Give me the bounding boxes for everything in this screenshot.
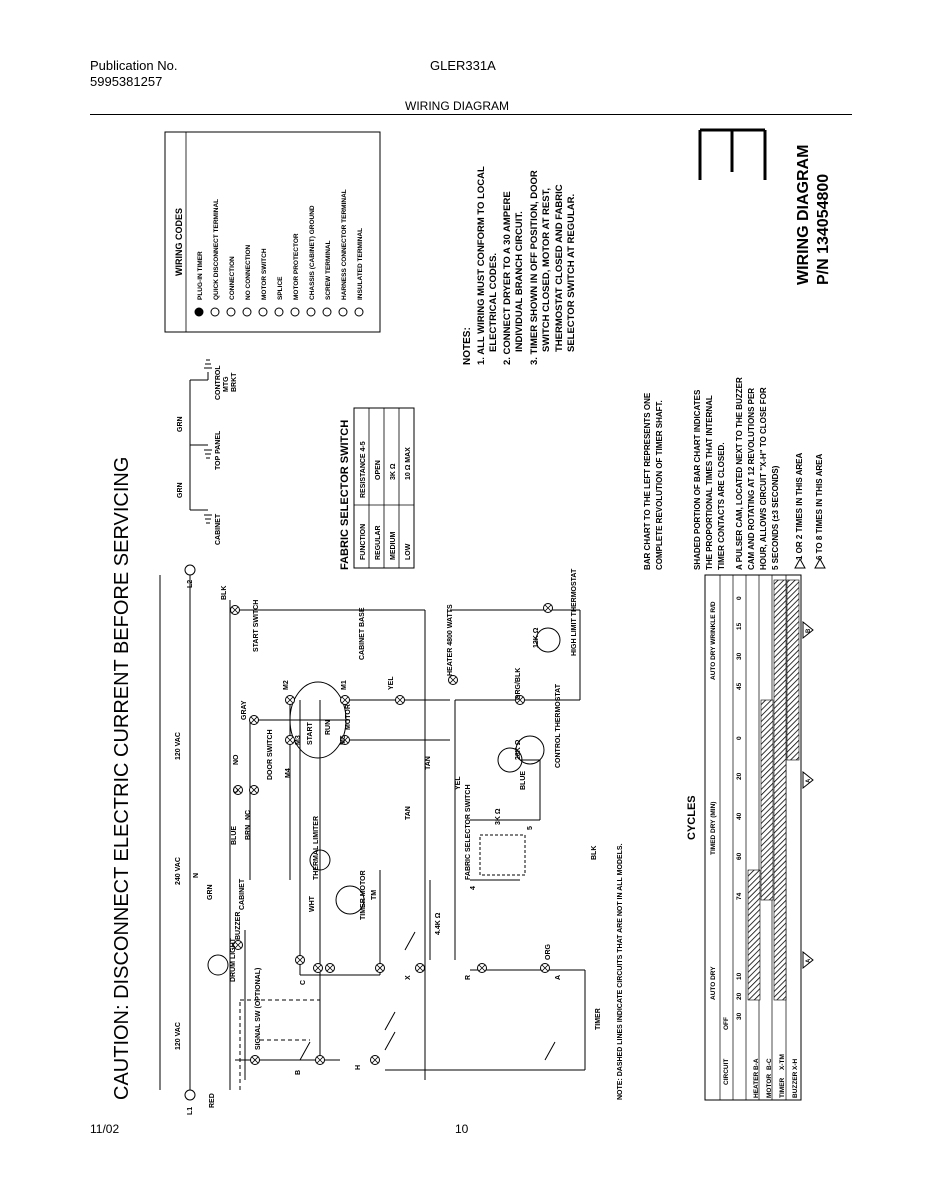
circuit-label-v120b: 120 VAC [175,732,182,760]
fabric-selector-table [339,408,414,570]
cycles-tick-timed: 60 [736,852,743,860]
notes-line: INDIVIDUAL BRANCH CIRCUIT. [514,211,525,352]
circuit-label-start: START [307,722,314,745]
circuit-label-t-r: R [465,974,472,980]
cycles-tick-auto: 10 [736,972,743,980]
circuit-label-cabinet-base: CABINET BASE [359,607,366,660]
fabric-row-resistance: 10 Ω MAX [405,447,412,480]
circuit-label-blk: BLK [221,585,228,600]
bar-chart-note-line: COMPLETE REVOLUTION OF TIMER SHAFT. [655,400,664,570]
cycles-tick-wrinkle: 0 [736,596,743,600]
wiring-code-symbol [291,308,299,316]
page-title: WIRING DIAGRAM [405,99,509,113]
cycles-tick-wrinkle: 30 [736,652,743,660]
wiring-code-symbol [259,308,267,316]
wiring-code-item: SPLICE [277,276,284,300]
circuit-label-v240: 240 VAC [175,857,182,885]
circuit-label-tan2: TAN [425,756,432,770]
publication-number: 5995381257 [90,74,163,89]
circuit-label-motor: MOTOR [345,704,352,730]
caution-banner: CAUTION: DISCONNECT ELECTRIC CURRENT BEFORE SERVICING [111,456,133,1100]
part-number: P/N 134054800 [815,173,832,285]
circuit-label-org: ORG [545,944,552,960]
bar-chart-note-line: A PULSER CAM, LOCATED NEXT TO THE BUZZER [735,377,744,570]
wiring-code-item: HARNESS CONNECTOR TERMINAL [341,189,348,300]
notes-line: SELECTOR SWITCH AT REGULAR. [566,193,577,352]
circuit-label-r28k: 28K Ω [515,739,522,760]
wiring-code-item: CHASSIS (CABINET) GROUND [309,205,316,300]
circuit-label-m4: M4 [285,768,292,778]
cycles-bar [761,700,773,900]
cycles-row-code: B-A [753,1058,760,1070]
circuit-wiring [160,565,585,1100]
circuit-label-m2: M2 [283,680,290,690]
cycles-row-name: MOTOR [766,1073,773,1098]
circuit-label-buzzer: BUZZER [235,911,242,940]
notes-line: THERMOSTAT CLOSED AND FABRIC [554,184,565,352]
circuit-label-r44k: 4.4K Ω [435,912,442,935]
circuit-label-start-switch: START SWITCH [253,599,260,652]
page-number: 10 [455,1122,469,1136]
circuit-label-yel: YEL [388,676,395,690]
cycles-tick-auto: 20 [736,992,743,1000]
part-title: WIRING DIAGRAM [795,144,812,285]
wiring-code-item: SCREW TERMINAL [325,240,332,300]
cycles-bar [774,580,786,1000]
wiring-code-symbol [307,308,315,316]
cycles-marker-label: A [806,778,812,783]
cycles-chart [686,575,813,1100]
circuit-label-timer-motor: TIMER MOTOR [360,870,367,920]
notes-line: SWITCH CLOSED, MOTOR AT REST, [541,188,552,352]
wiring-codes-items [195,189,364,316]
circuit-label-red: RED [209,1093,216,1108]
wiring-code-symbol [211,308,219,316]
circuit-label-high-limit: HIGH LIMIT THERMOSTAT [571,568,578,656]
cycles-section-wrinkle: AUTO DRY WRINKLE R/D [710,601,717,680]
circuit-label-t-a: A [555,974,562,980]
cycles-row-code: B-C [766,1058,773,1070]
wiring-code-symbol [227,308,235,316]
wiring-code-item: INSULATED TERMINAL [357,227,364,300]
wiring-code-symbol [243,308,251,316]
terminals [231,604,553,1065]
cycles-title: CYCLES [686,795,698,840]
circuit-label-blue2: BLUE [520,770,527,790]
fabric-row-resistance: 3K Ω [390,463,397,480]
fabric-row-resistance: OPEN [375,460,382,480]
circuit-label-yel2: YEL [455,776,462,790]
cycles-marker-label: A [806,958,812,963]
cycles-tick-timed: 74 [736,892,743,900]
notes-line: 1. ALL WIRING MUST CONFORM TO LOCAL [476,166,487,365]
circuit-label-fabric-switch: FABRIC SELECTOR SWITCH [465,784,472,880]
circuit-label-t-h: H [355,1064,362,1070]
circuit-label-t-5: 5 [527,826,534,830]
wiring-code-symbol [339,308,347,316]
cycles-bar [748,870,760,1000]
cycles-row-name: TIMER [779,1077,786,1098]
circuit-labels [175,568,624,1115]
circuit-label-blue: BLUE [231,825,238,845]
cycles-off-label: OFF [723,1017,730,1030]
bar-chart-note-line: TIMER CONTACTS ARE CLOSED. [717,442,726,570]
ground-top-panel-label: TOP PANEL [215,430,222,470]
circuit-label-timer: TIMER [595,1008,602,1030]
bar-chart-note-line: THE PROPORTIONAL TIMES THAT INTERNAL [705,395,714,570]
circuit-label-tm: TM [371,889,378,900]
cycles-row-name: BUZZER [792,1071,799,1098]
bar-chart-note-line: 6 TO 8 TIMES IN THIS AREA [815,453,824,560]
cycles-tick-auto: 30 [736,1012,743,1020]
notes-line: ELECTRICAL CODES. [488,252,499,352]
cycles-section-auto-dry: AUTO DRY [710,966,717,1000]
bar-chart-notes [643,377,825,570]
notes-line: 3. TIMER SHOWN IN OFF POSITION, DOOR [529,170,540,365]
circuit-label-m3: M3 [295,735,302,745]
dashed-lines-note: NOTE: DASHED LINES INDICATE CIRCUITS THAT ARE NOT IN ALL MODELS. [617,843,624,1100]
publication-label: Publication No. [90,58,178,73]
circuit-label-blk2: BLK [591,845,598,860]
ground-wire-1: GRN [177,482,184,498]
cycles-row-code: X-H [792,1058,799,1070]
fabric-selector-title: FABRIC SELECTOR SWITCH [339,419,351,570]
notes [462,166,577,365]
circuit-label-m1: M1 [341,680,348,690]
circuit-label-m5: M5 [340,735,347,745]
bar-chart-note-line: BAR CHART TO THE LEFT REPRESENTS ONE [643,392,652,570]
bar-chart-note-line: 5 SECONDS (±3 SECONDS) [771,465,780,570]
circuit-label-r12k: 12K Ω [533,627,540,648]
cycles-tick-wrinkle: 45 [736,682,743,690]
circuit-label-t-x: X [405,975,412,980]
circuit-label-door-switch: DOOR SWITCH [267,729,274,780]
circuit-label-l1: L1 [187,1106,194,1115]
circuit-label-heater: HEATER 4800 WATTS [447,604,454,676]
revision-letter-e [700,130,765,180]
wiring-code-item: PLUG-IN TIMER [197,251,204,300]
circuit-label-n: N [193,872,200,878]
cycles-tick-timed: 40 [736,812,743,820]
ground-wire-2: GRN [177,416,184,432]
wiring-code-symbol [355,308,363,316]
circuit-label-t-b: B [295,1069,302,1075]
circuit-label-r3k: 3K Ω [495,808,502,825]
cycles-row-code: X-TM [779,1054,786,1070]
ground-cabinet-label: CABINET [215,513,222,545]
cycles-tick-wrinkle: 15 [736,622,743,630]
wiring-codes-legend [165,132,380,332]
wiring-codes-title: WIRING CODES [174,207,184,276]
ground-control-label-2: MTG [223,376,230,392]
circuit-label-t-4: 4 [470,886,477,890]
fabric-row-function: REGULAR [375,525,382,560]
circuit-label-nc: NC [245,809,252,820]
wiring-code-item: NO CONNECTION [245,244,252,300]
fabric-header-resistance: RESISTANCE 4-5 [360,441,367,498]
circuit-label-signal-sw: SIGNAL SW (OPTIONAL) [255,967,262,1050]
wiring-code-item: MOTOR SWITCH [261,248,268,300]
wiring-code-symbol [323,308,331,316]
circuit-label-orgblk: ORG/BLK [515,667,522,700]
bar-chart-note-line: 1 OR 2 TIMES IN THIS AREA [795,452,804,560]
ground-control-label-3: BRKT [231,372,238,392]
bar-chart-note-line: SHADED PORTION OF BAR CHART INDICATES [693,389,702,570]
circuit-label-l2: L2 [187,579,194,588]
notes-title: NOTES: [462,327,473,365]
circuit-label-tan: TAN [405,806,412,820]
circuit-label-control-thermostat: CONTROL THERMOSTAT [555,684,562,768]
circuit-label-gray: GRAY [241,700,248,720]
bar-chart-note-line: CAM AND ROTATING AT 12 REVOLUTIONS PER [747,387,756,570]
cycles-tick-timed: 0 [736,736,743,740]
circuit-label-thermal-limiter: THERMAL LIMITER [313,815,320,880]
wiring-code-item: QUICK DISCONNECT TERMINAL [213,198,220,300]
wiring-code-symbol [195,308,203,316]
bar-chart-note-line: HOUR, ALLOWS CIRCUIT "X-H" TO CLOSE FOR [759,387,768,570]
footer-date: 11/02 [90,1122,120,1136]
model-number: GLER331A [430,58,496,73]
circuit-label-t-c: C [300,979,307,985]
fabric-row-function: LOW [405,543,412,560]
cycles-section-timed-dry: TIMED DRY (MIN) [710,801,717,855]
circuit-label-cabinet: CABINET [239,878,246,910]
wiring-code-symbol [275,308,283,316]
wiring-code-item: MOTOR PROTECTOR [293,233,300,300]
cycles-circuit-header: CIRCUIT [723,1058,730,1085]
fabric-row-function: MEDIUM [390,531,397,560]
circuit-label-drum-light: DRUM LIGHT [230,938,237,982]
cycles-bar [787,580,799,760]
circuit-label-no: NO [233,754,240,765]
circuit-label-v120a: 120 VAC [175,1022,182,1050]
notes-line: 2. CONNECT DRYER TO A 30 AMPERE [502,191,513,365]
cycles-row-name: HEATER [753,1071,760,1098]
fabric-header-function: FUNCTION [360,523,367,560]
cycles-tick-timed: 20 [736,772,743,780]
circuit-label-c: C [233,787,240,793]
circuit-label-run: RUN [325,719,332,735]
circuit-label-grn: GRN [207,884,214,900]
circuit-label-brn: BRN [245,824,252,840]
ground-control-label-1: CONTROL [215,365,222,400]
ground-connections [177,360,238,545]
circuit-label-wht: WHT [309,896,316,912]
cycles-marker-label: B [806,628,812,633]
wiring-code-item: CONNECTION [229,256,236,300]
